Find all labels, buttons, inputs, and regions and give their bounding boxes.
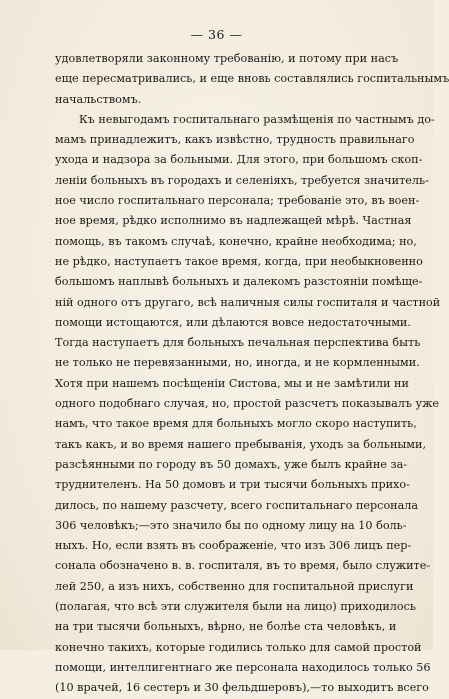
page-number: — 36 — xyxy=(190,27,243,42)
text-line: 306 человѣкъ;—это значило бы по одному лицу на 10 боль- xyxy=(55,518,407,532)
text-line: конечно такихъ, которые годились только для самой простой xyxy=(55,640,422,654)
text-line: на три тысячи больныхъ, вѣрно, не болѣе ста человѣкъ, и xyxy=(55,620,397,634)
text-line: разсѣянными по городу въ 50 домахъ, уже былъ крайне за- xyxy=(55,457,408,471)
text-line: одного подобнаго случая, но, простой разсчетъ показывалъ уже xyxy=(55,397,440,411)
text-line: ныхъ. Но, если взять въ соображеніе, что изъ 306 лицъ пер- xyxy=(55,539,412,553)
text-line: такъ какъ, и во время нашего пребыванія, уходъ за больными, xyxy=(55,437,427,451)
text-line: ухода и надзора за больными. Для этого, при большомъ скоп- xyxy=(55,153,423,167)
body-text xyxy=(55,49,449,699)
text-line: ній одного отъ другаго, всѣ наличныя силы госпиталя и частной xyxy=(55,295,441,309)
text-line: (10 врачей, 16 сестеръ и 30 фельдшеровъ),—то выходитъ всего xyxy=(55,681,429,695)
text-line: дилось, по нашему разсчету, всего госпитальнаго персонала xyxy=(55,498,419,512)
text-line: Тогда наступаетъ для больныхъ печальная перспектива быть xyxy=(55,336,421,350)
text-line: не только не перевязанными, но, иногда, и не кормленными. xyxy=(55,356,420,370)
text-line: лей 250, а изъ нихъ, собственно для госпитальной прислуги xyxy=(55,579,414,593)
text-line: не рѣдко, наступаетъ такое время, когда, при необыкновенно xyxy=(55,254,423,268)
text-line: еще пересматривались, и еще вновь составлялись госпитальнымъ xyxy=(55,72,449,86)
text-line: помощь, въ такомъ случаѣ, конечно, крайне необходима; но, xyxy=(55,234,417,248)
text-line: большомъ наплывѣ больныхъ и далекомъ разстояніи помѣще- xyxy=(55,275,423,289)
text-line: леніи больныхъ въ городахъ и селеніяхъ, требуется значитель- xyxy=(55,173,429,187)
text-line: помощи, интеллигентнаго же персонала находилось только 56 xyxy=(55,660,431,674)
text-line: Къ невыгодамъ госпитальнаго размѣщенія по частнымъ до- xyxy=(79,112,435,126)
text-line: намъ, что такое время для больныхъ могло скоро наступить, xyxy=(55,417,417,431)
text-line: труднителенъ. На 50 домовъ и три тысячи больныхъ прихо- xyxy=(55,478,410,492)
text-line: ное время, рѣдко исполнимо въ надлежащей мѣрѣ. Частная xyxy=(55,214,412,228)
text-line: помощи истощаются, или дѣлаются вовсе недостаточными. xyxy=(55,315,411,329)
text-line: Хотя при нашемъ посѣщеніи Систова, мы и не замѣтили ни xyxy=(55,376,409,390)
text-line: ное число госпитальнаго персонала; требованіе это, въ воен- xyxy=(55,194,420,208)
text-line: мамъ принадлежитъ, какъ извѣстно, трудность правильнаго xyxy=(55,133,415,147)
text-line: удовлетворяли законному требованію, и потому при насъ xyxy=(55,52,399,65)
text-line: сонала обозначено в. в. госпиталя, въ то время, было служите- xyxy=(55,559,431,573)
text-line: (полагая, что всѣ эти служителя были на лицо) приходилось xyxy=(55,600,416,614)
text-line: начальствомъ. xyxy=(55,92,142,106)
